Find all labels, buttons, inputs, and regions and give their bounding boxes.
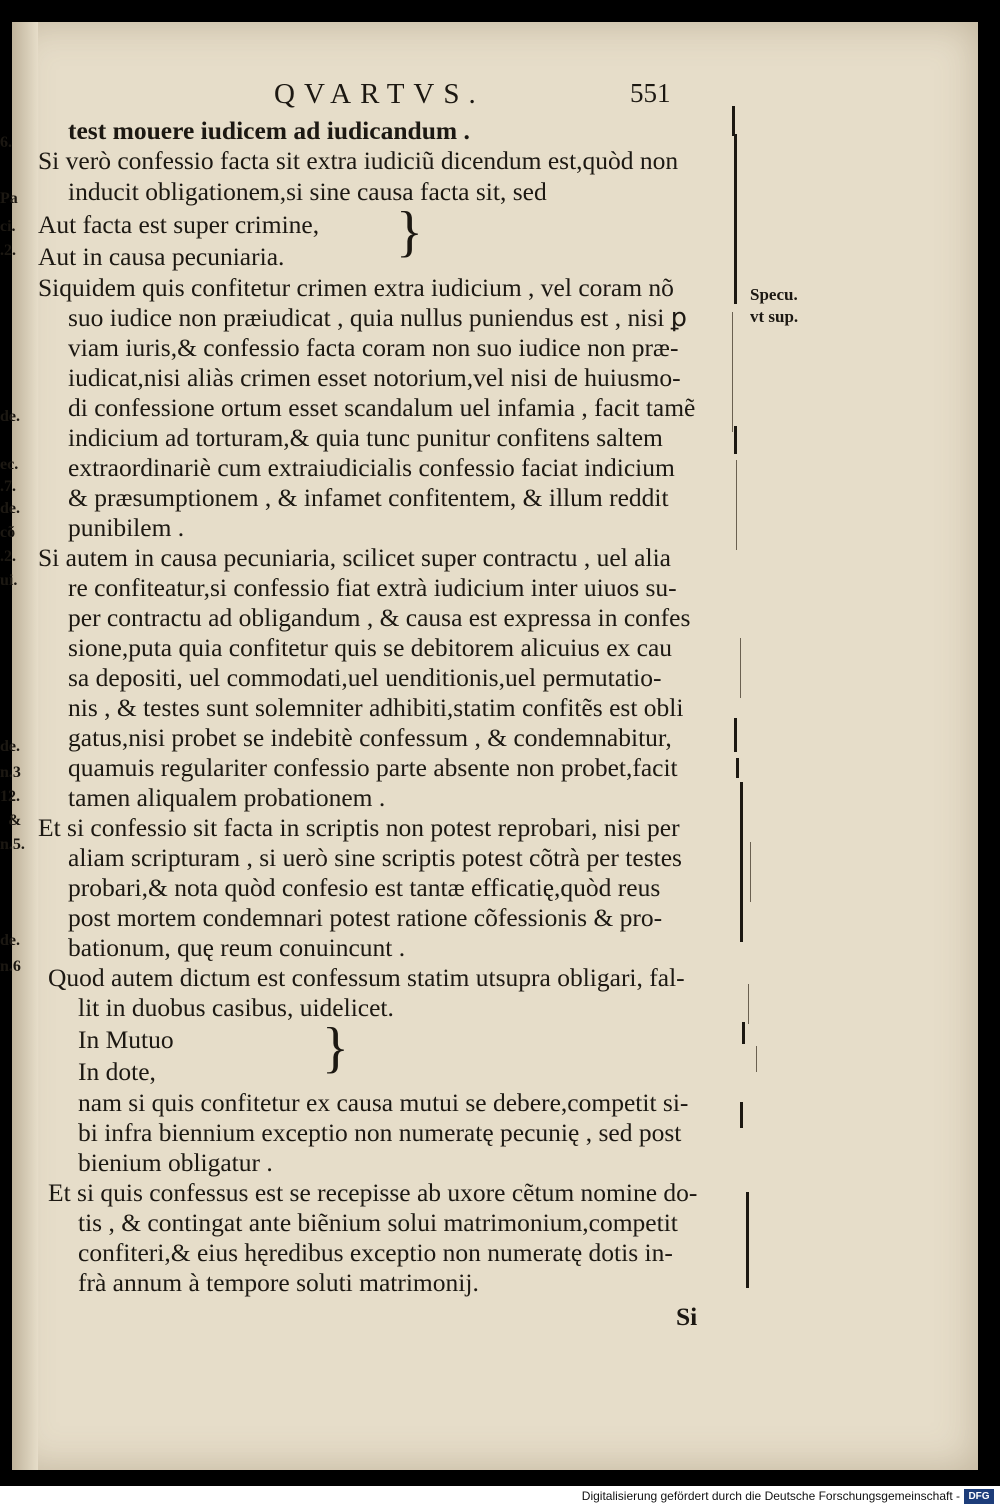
text-line: test mouere iudicem ad iudicandum .: [68, 116, 470, 145]
margin-rule: [732, 312, 733, 432]
brace-glyph: }: [396, 201, 423, 263]
margin-note-right: vt sup.: [750, 307, 799, 326]
text-line: probari,& nota quòd confesio est tantæ efficatię,quòd reus: [68, 873, 661, 902]
text-line: Si verò confessio facta sit extra iudiciũ dicendum est,quòd non: [38, 146, 679, 175]
text-line: per contractu ad obligandum , & causa est expressa in confes: [68, 603, 691, 632]
text-line: bienium obligatur .: [78, 1148, 273, 1177]
margin-note-left: ui.: [0, 572, 18, 589]
margin-rule: [750, 842, 751, 902]
margin-rule: [734, 718, 737, 752]
text-line: tis , & contingat ante biẽnium solui matrimonium,competit: [78, 1208, 678, 1237]
margin-rule: [736, 758, 739, 778]
text-line: In Mutuo: [78, 1025, 174, 1054]
margin-note-left: &: [8, 812, 22, 829]
margin-rule: [740, 1102, 743, 1128]
margin-note-left: de.: [0, 932, 20, 949]
margin-note-left: n.6: [0, 958, 21, 975]
text-line: nis , & testes sunt solemniter adhibiti,statim confitẽs est obli: [68, 693, 684, 722]
text-line: indicium ad torturam,& quia tunc punitur confitens saltem: [68, 423, 663, 452]
text-line: Et si quis confessus est se recepisse ab uxore cẽtum nomine do-: [48, 1178, 698, 1207]
margin-note-left: .2.: [0, 548, 16, 565]
catchword: Si: [676, 1302, 698, 1331]
text-line: quamuis regulariter confessio parte absente non probet,facit: [68, 753, 678, 782]
text-line: iudicat,nisi aliàs crimen esset notorium,vel nisi de huiusmo-: [68, 363, 681, 392]
text-line: suo iudice non præiudicat , quia nullus puniendus est , nisi ꝑ: [68, 303, 687, 332]
book-page: [0, 22, 978, 1470]
text-line: In dote,: [78, 1057, 156, 1086]
margin-note-left: cõ: [0, 524, 16, 541]
margin-rule: [734, 134, 737, 304]
text-line: re confiteatur,si confessio fiat extrà iudicium inter uiuos su-: [68, 573, 677, 602]
text-line: Siquidem quis confitetur crimen extra iudicium , vel coram nõ: [38, 273, 674, 302]
text-line: tamen aliqualem probationem .: [68, 783, 386, 812]
text-line: frà annum à tempore soluti matrimonij.: [78, 1268, 479, 1297]
margin-note-left: ci.: [0, 218, 16, 235]
margin-note-left: .2.: [0, 242, 16, 259]
text-line: confiteri,& eius hęredibus exceptio non numeratę dotis in-: [78, 1238, 673, 1267]
margin-note-left: de.: [0, 500, 20, 517]
footer-credit: Digitalisierung gefördert durch die Deutsche Forschungsgemeinschaft -: [581, 1489, 960, 1503]
text-line: extraordinariè cum extraiudicialis confessio faciat indicium: [68, 453, 675, 482]
margin-rule: [740, 638, 741, 698]
margin-note-left: 12.: [0, 788, 20, 805]
margin-rule: [746, 1192, 749, 1288]
margin-note-left: n.5.: [0, 836, 25, 853]
margin-rule: [748, 984, 749, 1024]
text-line: sione,puta quia confitetur quis se debitorem alicuius ex cau: [68, 633, 673, 662]
text-line: punibilem .: [68, 513, 185, 542]
margin-note-left: ec.: [0, 456, 19, 473]
text-line: di confessione ortum esset scandalum uel infamia , facit tamẽ: [68, 393, 696, 422]
text-line: lit in duobus casibus, uidelicet.: [78, 993, 394, 1022]
text-line: gatus,nisi probet se indebitè confessum , & condemnabitur,: [68, 723, 672, 752]
text-line: aliam scripturam , si uerò sine scriptis potest cõtrà per testes: [68, 843, 682, 872]
margin-rule: [732, 106, 735, 136]
page-number: 551: [630, 78, 671, 108]
dfg-logo: DFG: [964, 1489, 994, 1504]
text-line: Si autem in causa pecuniaria, scilicet super contractu , uel alia: [38, 543, 671, 572]
text-line: Aut facta est super crimine,: [38, 210, 320, 239]
margin-rule: [736, 460, 737, 550]
text-line: & præsumptionem , & infamet confitentem, & illum reddit: [68, 483, 669, 512]
text-line: nam si quis confitetur ex causa mutui se debere,competit si-: [78, 1088, 689, 1117]
margin-note-right: Specu.: [750, 285, 798, 304]
text-line: post mortem condemnari potest ratione cõfessionis & pro-: [68, 903, 663, 932]
margin-rule: [756, 1046, 757, 1072]
footer-bar: [0, 1486, 1000, 1508]
text-line: viam iuris,& confessio facta coram non suo iudice non præ-: [68, 333, 679, 362]
text-line: sa depositi, uel commodati,uel uenditionis,uel permutatio-: [68, 663, 662, 692]
brace-glyph: }: [322, 1017, 349, 1079]
margin-rule: [742, 1022, 745, 1044]
margin-note-left: n.3: [0, 764, 21, 781]
margin-note-left: .7.: [0, 478, 16, 495]
margin-rule: [740, 782, 743, 942]
text-line: bi infra biennium exceptio non numeratę pecunię , sed post: [78, 1118, 682, 1147]
running-title: QVARTVS.: [274, 78, 485, 110]
margin-note-left: Pa: [0, 190, 18, 207]
text-line: Quod autem dictum est confessum statim utsupra obligari, fal-: [48, 963, 685, 992]
text-line: Aut in causa pecuniaria.: [38, 242, 285, 271]
text-line: inducit obligationem,si sine causa facta sit, sed: [68, 177, 547, 206]
margin-note-left: de.: [0, 408, 20, 425]
margin-note-left: de.: [0, 738, 20, 755]
text-line: bationum, quę reum conuincunt .: [68, 933, 406, 962]
text-line: Et si confessio sit facta in scriptis non potest reprobari, nisi per: [38, 813, 680, 842]
margin-rule: [734, 426, 737, 454]
margin-note-left: 6.: [0, 134, 12, 151]
